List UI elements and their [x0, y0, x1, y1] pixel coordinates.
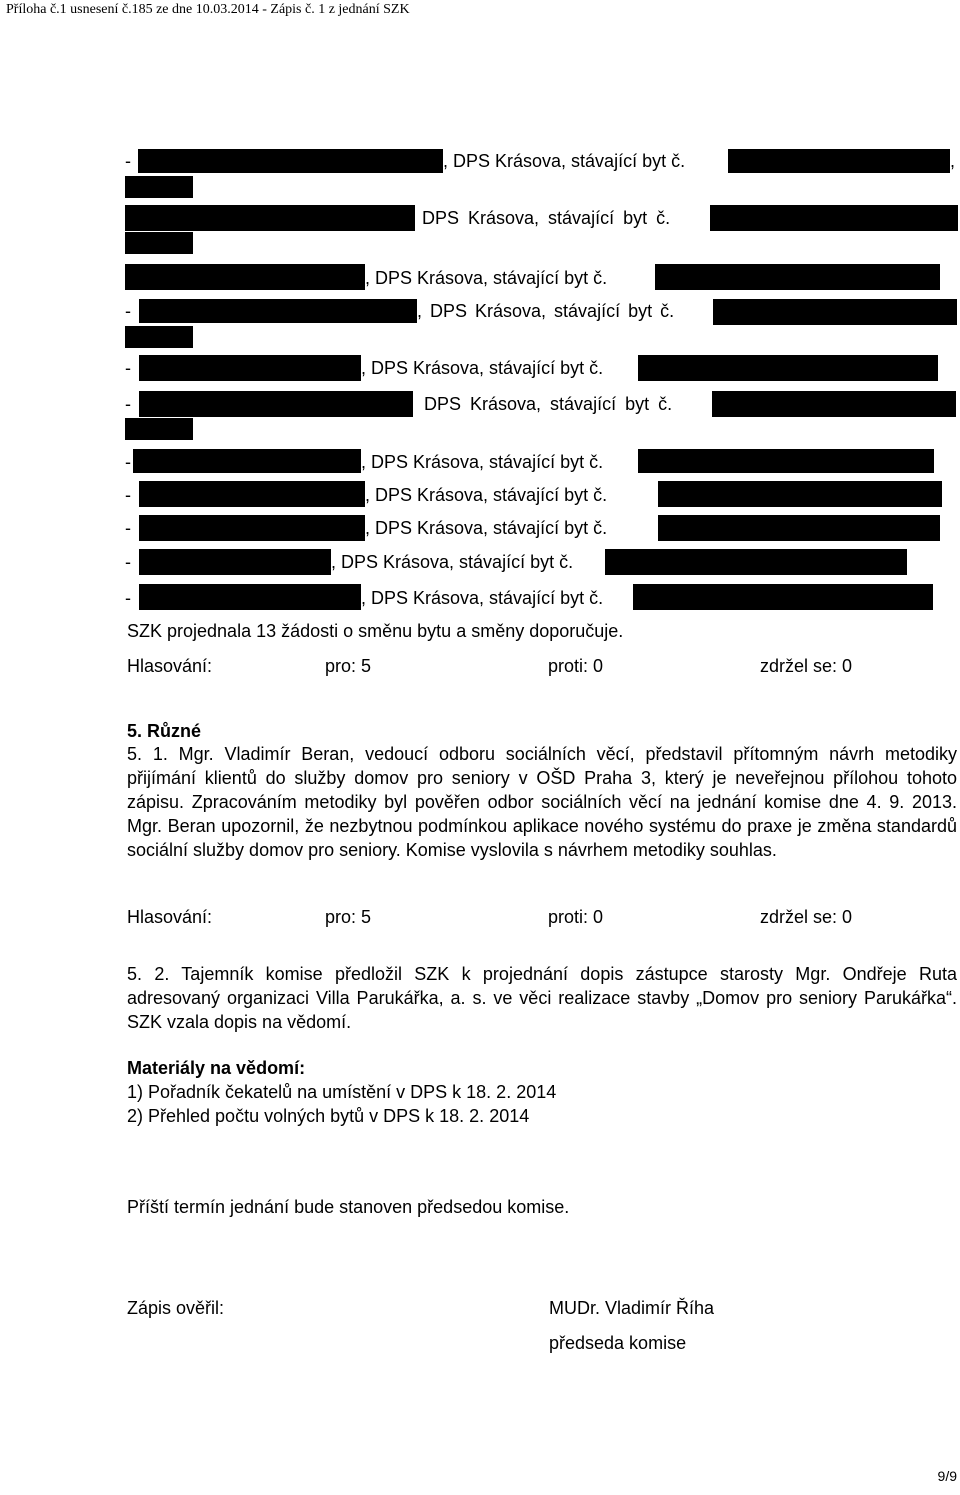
redaction-block [125, 205, 415, 231]
vote-pro: pro: 5 [325, 907, 372, 927]
vote-pro: pro: 5 [325, 656, 372, 676]
vote-zdrzel: zdržel se: 0 [760, 907, 853, 927]
materials-item: 1) Pořadník čekatelů na umístění v DPS k 18. 2. 2014 [127, 1082, 557, 1102]
next-meeting-text: Příští termín jednání bude stanoven předsedou komise. [127, 1197, 570, 1217]
page-header: Příloha č.1 usnesení č.185 ze dne 10.03.2014 - Zápis č. 1 z jednání SZK [6, 2, 410, 17]
vote-proti: proti: 0 [548, 907, 604, 927]
list-dash: - [125, 485, 131, 505]
redaction-block [125, 176, 193, 198]
list-dash: - [125, 588, 131, 608]
redaction-block [139, 355, 361, 381]
list-dash: - [125, 301, 131, 321]
redaction-block [633, 584, 933, 610]
paragraph-5-1: 5. 1. Mgr. Vladimír Beran, vedoucí odboru sociálních věcí, představil přítomným návrh metodiky přijímání klientů do služby domov pro seniory v OŠD Praha 3, který je neveřejnou přílohou tohoto zápisu. Zpracováním metodiky byl pověřen odbor sociálních věcí na jednání komise dne 4. 9. 2013. Mgr. Beran upozornil, že nezbytnou podmínkou aplikace nového systému do praxe je změna standardů sociální služby domov pro seniory. Komise vyslovila s návrhem metodiky souhlas. [127, 744, 957, 860]
vote-label: Hlasování: [127, 656, 213, 676]
vote-label: Hlasování: [127, 907, 213, 927]
list-dash: - [125, 518, 131, 538]
redaction-block [139, 481, 365, 507]
signature-label: Zápis ověřil: [127, 1298, 225, 1318]
summary-text: SZK projednala 13 žádosti o směnu bytu a směny doporučuje. [127, 621, 624, 641]
redaction-block [658, 481, 942, 507]
exchange-text: DPS Krásova, stávající byt č. [424, 394, 673, 414]
exchange-text: , DPS Krásova, stávající byt č. [361, 358, 604, 378]
redaction-block [139, 515, 365, 541]
materials-title: Materiály na vědomí: [127, 1058, 306, 1078]
redaction-block [139, 549, 331, 575]
redaction-block [728, 149, 950, 173]
redaction-block [655, 264, 940, 290]
redaction-block [125, 418, 193, 440]
exchange-text: , DPS Krásova, stávající byt č. [408, 208, 671, 228]
redaction-block [638, 355, 938, 381]
exchange-text: , DPS Krásova, stávající byt č. [361, 452, 604, 472]
redaction-block [139, 299, 417, 323]
list-dash: - [125, 394, 131, 414]
materials-item: 2) Přehled počtu volných bytů v DPS k 18. 2. 2014 [127, 1106, 530, 1126]
redaction-block [138, 149, 443, 173]
exchange-text: , DPS Krásova, stávající byt č. [365, 268, 608, 288]
vote-zdrzel: zdržel se: 0 [760, 656, 853, 676]
redaction-block [133, 449, 361, 473]
list-dash: - [125, 358, 131, 378]
exchange-text: , DPS Krásova, stávající byt č. [331, 552, 574, 572]
redaction-block [125, 326, 193, 348]
list-dash: - [125, 151, 131, 171]
redaction-block [139, 391, 413, 417]
exchange-text: , DPS Krásova, stávající byt č. [361, 588, 604, 608]
signature-name: MUDr. Vladimír Říha [549, 1298, 715, 1318]
redaction-block [125, 232, 193, 254]
exchange-text: , DPS Krásova, stávající byt č. [417, 301, 675, 321]
paragraph-5-2: 5. 2. Tajemník komise předložil SZK k projednání dopis zástupce starosty Mgr. Ondřeje Ruta adresovaný organizaci Villa Parukářka, a. s. ve věci realizace stavby „Domov pro seniory Parukářka“. SZK vzala dopis na vědomí. [127, 964, 957, 1032]
vote-proti: proti: 0 [548, 656, 604, 676]
redaction-block [139, 584, 361, 610]
redaction-block [712, 391, 956, 417]
redaction-block [638, 449, 934, 473]
exchange-text: , DPS Krásova, stávající byt č. [365, 485, 608, 505]
redaction-block [713, 299, 957, 325]
trailing-comma: , [950, 151, 956, 171]
signature-role: předseda komise [549, 1333, 687, 1353]
section-title: 5. Různé [127, 721, 202, 741]
redaction-block [605, 549, 907, 575]
redaction-block [710, 205, 958, 231]
exchange-text: , DPS Krásova, stávající byt č. [443, 151, 686, 171]
page-number: 9/9 [937, 1468, 957, 1484]
exchange-text: , DPS Krásova, stávající byt č. [365, 518, 608, 538]
list-dash: - [125, 552, 131, 572]
redaction-block [125, 264, 365, 290]
list-dash: - [125, 452, 131, 472]
redaction-block [658, 515, 940, 541]
